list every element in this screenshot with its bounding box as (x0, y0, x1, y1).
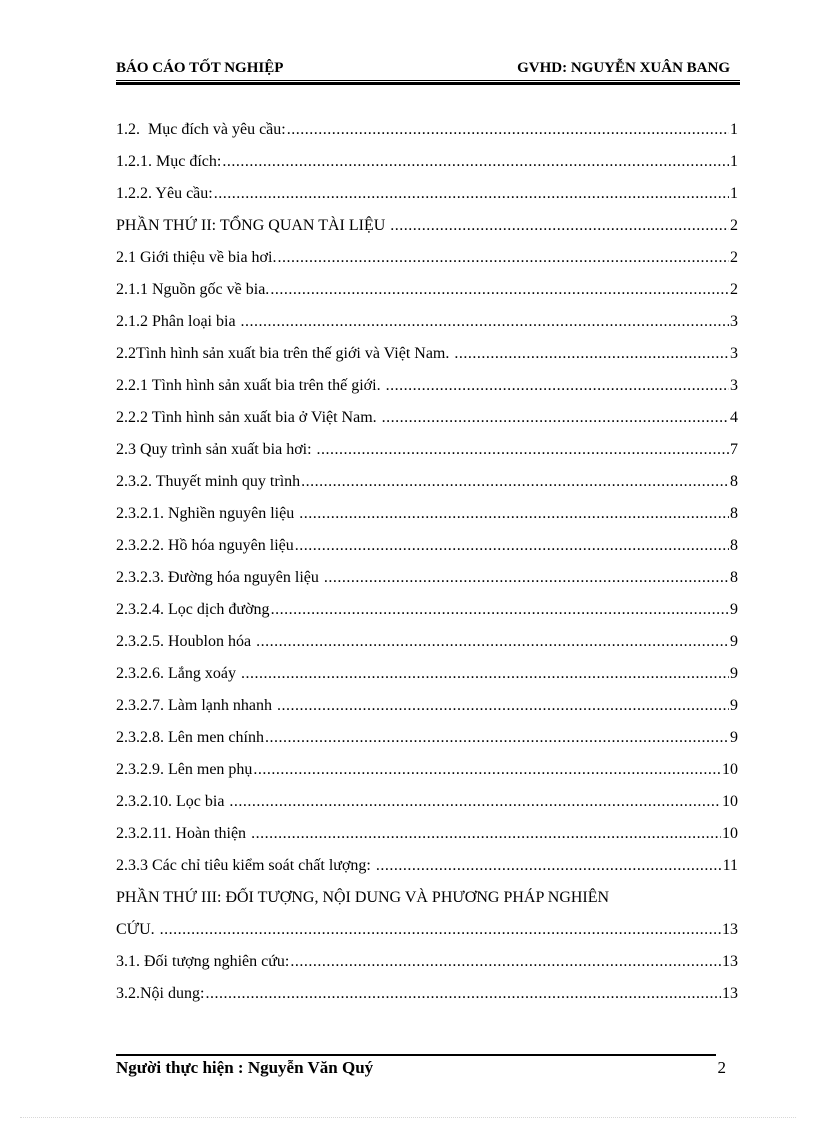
toc-entry-page: 8 (730, 569, 738, 586)
toc-dot-leader (290, 946, 721, 978)
toc-entry (116, 626, 738, 658)
toc-entry-label: 2.1.2 Phân loại bia (116, 313, 240, 330)
toc-dot-leader (382, 402, 729, 434)
toc-entry-page: 8 (730, 473, 738, 490)
toc-entry-page: 8 (730, 505, 738, 522)
page-footer (116, 1058, 726, 1080)
toc-entry-label: 1.2.1. Mục đích: (116, 153, 222, 170)
toc-entry-page: 1 (730, 185, 738, 202)
toc-entry-label: 3.2.Nội dung: (116, 985, 205, 1002)
toc-entry-page: 4 (730, 409, 738, 426)
toc-entries (116, 114, 738, 882)
toc-dot-leader (287, 114, 729, 146)
toc-dot-leader (324, 562, 729, 594)
toc-entry (116, 786, 738, 818)
toc-entry-label: 1.2.2. Yêu cầu: (116, 185, 213, 202)
toc-dot-leader (241, 658, 729, 690)
toc-entry-page: 3 (730, 313, 738, 330)
toc-entry-label: 2.3.2. Thuyết minh quy trình (116, 473, 301, 490)
toc-entry-page: 9 (730, 633, 738, 650)
toc-entry-page: 3 (730, 377, 738, 394)
page-header (116, 60, 740, 80)
toc-entry (116, 594, 738, 626)
toc-dot-leader (222, 146, 729, 178)
toc-entry-label: 2.3 Quy trình sản xuất bia hơi: (116, 441, 316, 458)
page-bottom-edge (20, 1117, 796, 1118)
toc-dot-leader (251, 818, 721, 850)
toc-entry (116, 498, 738, 530)
toc-entry-page: 10 (722, 825, 738, 842)
toc-entry-label: 2.3.2.1. Nghiền nguyên liệu (116, 505, 299, 522)
toc-entry-page: 13 (722, 953, 738, 970)
toc-dot-leader (205, 978, 721, 1010)
toc-entry-page: 2 (730, 217, 738, 234)
toc-entry-label: 2.3.2.4. Lọc dịch đường (116, 601, 270, 618)
toc-entry-page: 9 (730, 697, 738, 714)
toc-entry-page: 3 (730, 345, 738, 362)
toc-entry (116, 274, 738, 306)
toc-entry-label: 2.3.2.5. Houblon hóa (116, 633, 256, 650)
toc-entry-label-continued: CỨU. (116, 921, 159, 938)
toc-dot-leader (253, 754, 721, 786)
toc-entry-page: 9 (730, 729, 738, 746)
footer-rule (116, 1054, 716, 1056)
header-rule (116, 80, 740, 81)
toc-entry (116, 978, 738, 1010)
toc-dot-leader (317, 434, 729, 466)
toc-dot-leader (160, 914, 721, 946)
toc-entry-label: 2.3.2.10. Lọc bia (116, 793, 229, 810)
toc-entry-label: 2.2.1 Tình hình sản xuất bia trên thế giới. (116, 377, 385, 394)
toc-entry-label: 2.1.1 Nguồn gốc về bia. (116, 281, 270, 298)
toc-entry-part-3 (116, 882, 738, 946)
toc-entry-page: 7 (730, 441, 738, 458)
toc-entries-tail (116, 946, 738, 1010)
toc-entry-label: 2.3.2.11. Hoàn thiện (116, 825, 251, 842)
toc-entry (116, 850, 738, 882)
toc-dot-leader (386, 370, 729, 402)
toc-entry-page: 10 (722, 793, 738, 810)
toc-dot-leader (454, 338, 729, 370)
toc-entry-label: 2.1 Giới thiệu về bia hơi. (116, 249, 277, 266)
toc-entry-page: 10 (722, 761, 738, 778)
toc-entry-page: 1 (730, 153, 738, 170)
toc-dot-leader (301, 466, 729, 498)
toc-entry (116, 722, 738, 754)
header-rule-thick (116, 82, 740, 85)
toc-entry-label: 2.3.2.9. Lên men phụ (116, 761, 253, 778)
toc-entry (116, 210, 738, 242)
toc-entry-label: 2.3.2.6. Lắng xoáy (116, 665, 240, 682)
table-of-contents (116, 114, 738, 1010)
toc-entry-label: 2.3.2.8. Lên men chính (116, 729, 264, 746)
toc-entry (116, 146, 738, 178)
toc-dot-leader (229, 786, 721, 818)
toc-entry (116, 690, 738, 722)
toc-entry-page: 9 (730, 601, 738, 618)
footer-page-number: 2 (717, 1058, 726, 1077)
toc-entry-label: 1.2. Mục đích và yêu cầu: (116, 121, 286, 138)
toc-entry (116, 242, 738, 274)
toc-entry-page: 2 (730, 249, 738, 266)
toc-entry (116, 370, 738, 402)
toc-dot-leader (376, 850, 722, 882)
toc-dot-leader (390, 210, 729, 242)
toc-dot-leader (295, 530, 729, 562)
toc-entry-label: PHẦN THỨ III: ĐỐI TƯỢNG, NỘI DUNG VÀ PHƯƠNG PHÁP NGHIÊN (116, 889, 610, 906)
toc-entry-label: 2.3.2.7. Làm lạnh nhanh (116, 697, 276, 714)
footer-author: Người thực hiện : Nguyễn Văn Quý (116, 1058, 374, 1077)
toc-entry (116, 114, 738, 146)
toc-entry-label: 2.3.2.3. Đường hóa nguyên liệu (116, 569, 323, 586)
toc-entry-page: 9 (730, 665, 738, 682)
toc-entry-label: 3.1. Đối tượng nghiên cứu: (116, 953, 290, 970)
toc-entry-label: 2.3.3 Các chỉ tiêu kiểm soát chất lượng: (116, 857, 375, 874)
toc-entry-page: 1 (730, 121, 738, 138)
toc-entry-label: PHẦN THỨ II: TỔNG QUAN TÀI LIỆU (116, 217, 390, 234)
toc-entry-page: 13 (722, 921, 738, 938)
toc-entry-label: 2.2.2 Tình hình sản xuất bia ở Việt Nam. (116, 409, 381, 426)
toc-entry-page: 8 (730, 537, 738, 554)
toc-entry-page: 11 (722, 857, 738, 874)
toc-dot-leader (277, 690, 729, 722)
header-advisor: GVHD: NGUYỄN XUÂN BANG (517, 60, 730, 76)
toc-entry (116, 530, 738, 562)
toc-entry (116, 434, 738, 466)
toc-entry (116, 466, 738, 498)
toc-entry (116, 754, 738, 786)
toc-entry (116, 818, 738, 850)
toc-dot-leader (277, 242, 729, 274)
toc-dot-leader (214, 178, 729, 210)
toc-entry-page: 13 (722, 985, 738, 1002)
toc-entry-label: 2.3.2.2. Hồ hóa nguyên liệu (116, 537, 294, 554)
toc-dot-leader (265, 722, 729, 754)
toc-dot-leader (271, 594, 729, 626)
toc-dot-leader (270, 274, 729, 306)
toc-entry-page: 2 (730, 281, 738, 298)
toc-entry (116, 402, 738, 434)
toc-entry (116, 658, 738, 690)
toc-entry (116, 338, 738, 370)
toc-entry (116, 178, 738, 210)
toc-entry (116, 562, 738, 594)
toc-dot-leader (299, 498, 729, 530)
toc-entry-label: 2.2Tình hình sản xuất bia trên thế giới và Việt Nam. (116, 345, 454, 362)
toc-entry (116, 946, 738, 978)
toc-entry (116, 306, 738, 338)
header-report-title: BÁO CÁO TỐT NGHIỆP (116, 60, 284, 76)
toc-dot-leader (241, 306, 729, 338)
toc-dot-leader (256, 626, 729, 658)
